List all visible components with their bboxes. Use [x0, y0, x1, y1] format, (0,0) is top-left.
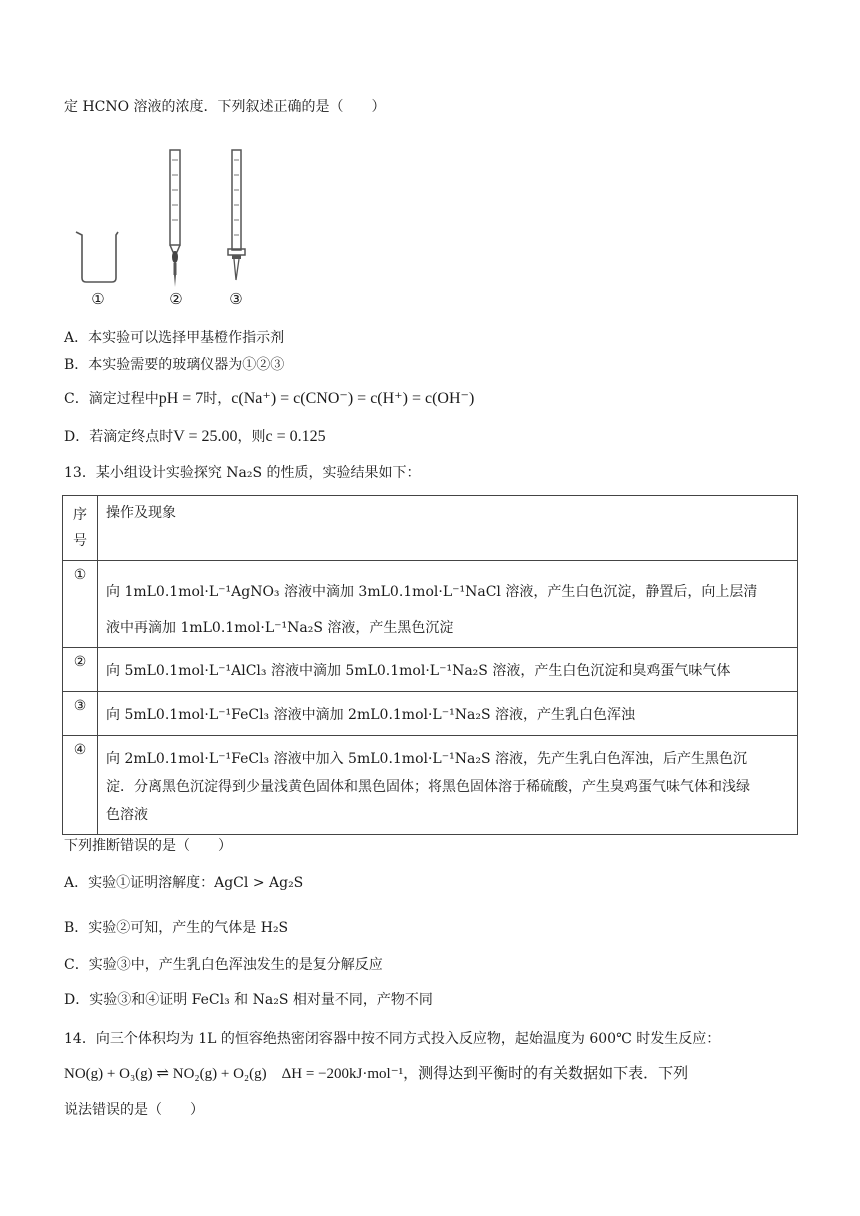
row-line: 色溶液	[106, 807, 148, 823]
q12-d-mid: ，则	[237, 429, 266, 445]
row-content	[98, 736, 798, 835]
figure-label-3: ③	[229, 290, 243, 308]
row-content	[98, 692, 798, 736]
q13-option-a: A．实验①证明溶解度：AgCl > Ag₂S	[64, 875, 304, 891]
q12-option-a: A．本实验可以选择甲基橙作指示剂	[64, 330, 285, 346]
q13-question: 下列推断错误的是（ ）	[64, 838, 232, 854]
row-idx: ③	[63, 692, 98, 736]
base-burette-icon	[170, 150, 180, 245]
q12-c-prefix: C．滴定过程中	[64, 391, 159, 407]
row-idx: ④	[63, 736, 98, 835]
table-row	[63, 561, 798, 648]
q14-line-1: 14．向三个体积均为 1L 的恒容绝热密闭容器中按不同方式投入反应物，起始温度为 600℃ 时发生反应：	[64, 1031, 721, 1047]
q14-line-2: NO(g) + O₃(g) ⇌ NO₂(g) + O₂(g) ΔH = −200kJ·mol⁻¹，测得达到平衡时的有关数据如下表．下列	[64, 1066, 689, 1082]
table-row	[63, 648, 798, 692]
row-line: 淀．分离黑色沉淀得到少量浅黄色固体和黑色固体；将黑色固体溶于稀硫酸，产生臭鸡蛋气味气体和浅绿	[106, 779, 750, 795]
row-line: 液中再滴加 1mL0.1mol·L⁻¹Na₂S 溶液，产生黑色沉淀	[106, 620, 454, 636]
experiment-table	[62, 495, 798, 835]
q12-option-b: B．本实验需要的玻璃仪器为①②③	[64, 357, 285, 373]
q13-option-d: D．实验③和④证明 FeCl₃ 和 Na₂S 相对量不同，产物不同	[64, 992, 433, 1008]
intro-text: 定 HCNO 溶液的浓度．下列叙述正确的是（ ）	[64, 99, 386, 115]
row-line: 向 1mL0.1mol·L⁻¹AgNO₃ 溶液中滴加 3mL0.1mol·L⁻¹NaCl 溶液，产生白色沉淀，静置后，向上层清	[106, 584, 758, 600]
q12-d-math1: V = 25.00	[173, 428, 238, 445]
q12-d-prefix: D．若滴定终点时	[64, 429, 174, 445]
header-content: 操作及现象	[98, 496, 798, 561]
header-idx: 序号	[63, 496, 98, 561]
figure-label-2: ②	[169, 290, 183, 308]
apparatus-figure	[70, 140, 270, 315]
row-idx: ②	[63, 648, 98, 692]
q12-option-c	[64, 389, 474, 409]
q12-c-math: pH = 7	[158, 390, 204, 407]
apparatus-drawing	[70, 140, 270, 315]
figure-label-1: ①	[91, 290, 105, 308]
q13-stem: 13．某小组设计实验探究 Na₂S 的性质，实验结果如下：	[64, 465, 421, 481]
q14-line-3: 说法错误的是（ ）	[64, 1102, 204, 1118]
row-idx: ①	[63, 561, 98, 648]
row-content	[98, 648, 798, 692]
table-row	[63, 692, 798, 736]
q12-c-equation: c(Na⁺) = c(CNO⁻) = c(H⁺) = c(OH⁻)	[231, 390, 475, 407]
row-content	[98, 561, 798, 648]
q13-option-c: C．实验③中，产生乳白色浑浊发生的是复分解反应	[64, 957, 383, 973]
beaker-icon	[76, 232, 118, 282]
table-header-row	[63, 496, 798, 561]
q12-d-math2: c = 0.125	[265, 428, 326, 445]
row-line: 向 5mL0.1mol·L⁻¹FeCl₃ 溶液中滴加 2mL0.1mol·L⁻¹Na₂S 溶液，产生乳白色浑浊	[106, 707, 635, 723]
row-line: 向 2mL0.1mol·L⁻¹FeCl₃ 溶液中加入 5mL0.1mol·L⁻¹Na₂S 溶液，先产生乳白色浑浊，后产生黑色沉	[106, 751, 747, 767]
table-row	[63, 736, 798, 835]
row-line: 向 5mL0.1mol·L⁻¹AlCl₃ 溶液中滴加 5mL0.1mol·L⁻¹Na₂S 溶液，产生白色沉淀和臭鸡蛋气味气体	[106, 663, 731, 679]
q12-c-mid: 时，	[203, 391, 232, 407]
q13-option-b: B．实验②可知，产生的气体是 H₂S	[64, 920, 289, 936]
q12-option-d	[64, 427, 326, 447]
